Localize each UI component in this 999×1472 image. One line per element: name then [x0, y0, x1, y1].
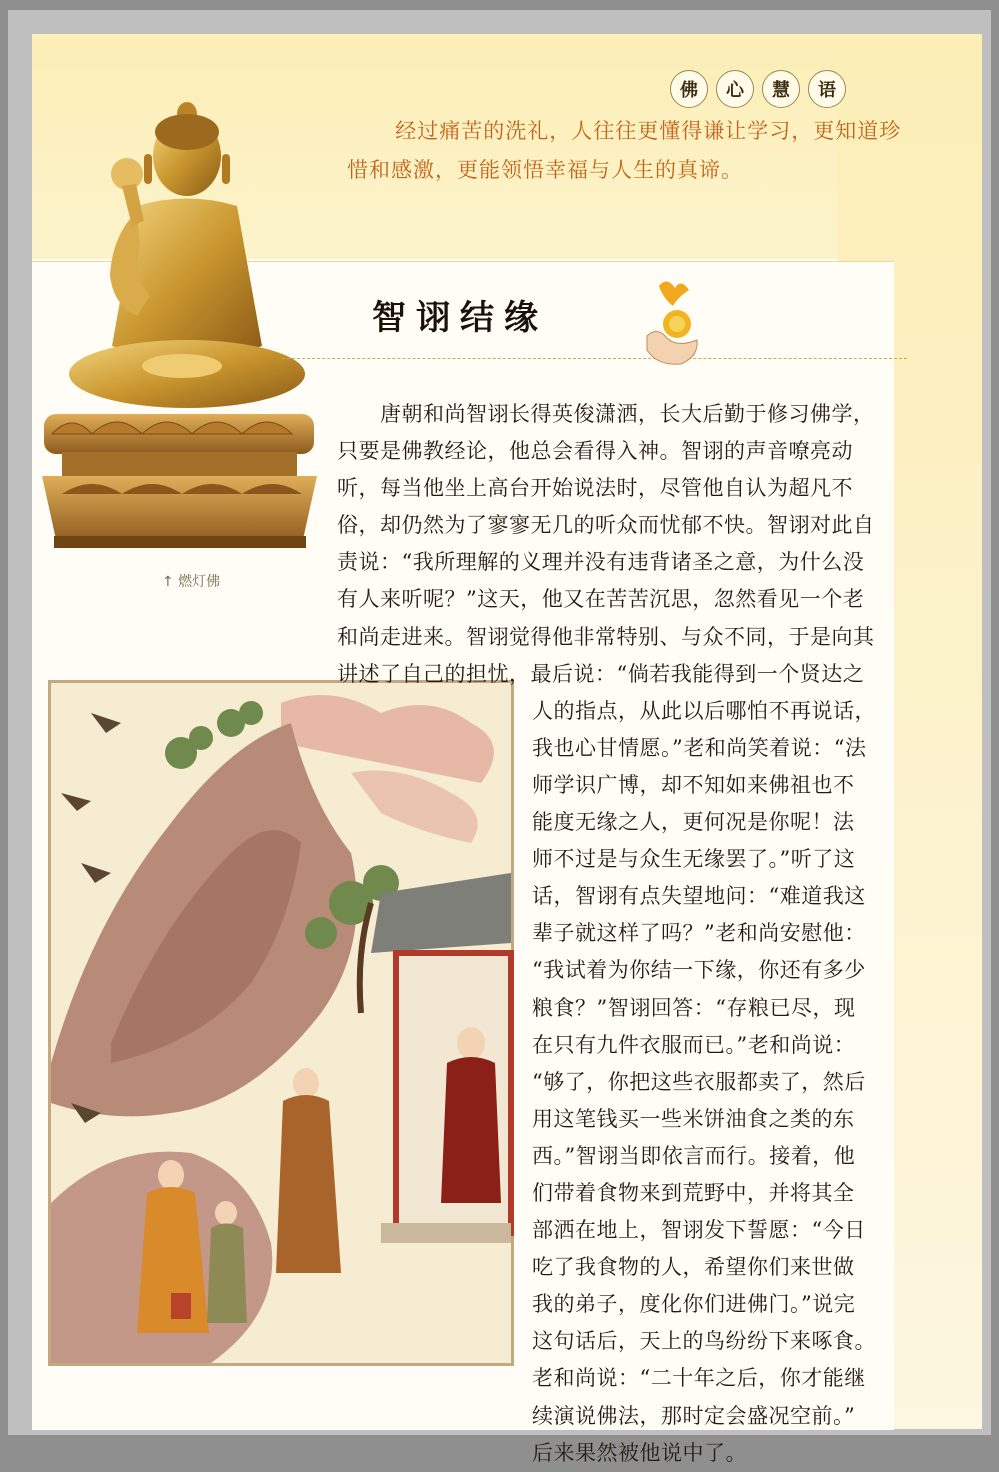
article-body	[337, 396, 897, 1472]
series-header	[670, 70, 846, 108]
body-line: 俗，却仍然为了寥寥无几的听众而忧郁不快。智诩对此自	[337, 513, 875, 538]
epigraph-quote: 经过痛苦的洗礼，人往往更懂得谦让学习，更知道珍惜和感激，更能领悟幸福与人生的真谛。	[347, 119, 902, 182]
body-line: 吃了我食物的人，希望你们来世做	[532, 1255, 855, 1280]
body-line: 我的弟子，度化你们进佛门。”说完	[532, 1292, 856, 1317]
page-frame	[8, 10, 991, 1465]
figure-caption: ↑ 燃灯佛	[162, 574, 221, 590]
body-line: 责说：“我所理解的义理并没有违背诸圣之意，为什么没	[337, 550, 865, 575]
body-line: 我也心甘情愿。”老和尚笑着说：“法	[532, 735, 867, 760]
article-title: 智诩结缘	[372, 298, 548, 338]
body-line: 在只有九件衣服而已。”老和尚说：	[532, 1032, 856, 1057]
lotus-hand-icon	[637, 276, 707, 368]
body-line: 老和尚说：“二十年之后，你才能继	[532, 1366, 866, 1391]
series-char: 慧	[762, 70, 800, 108]
series-char: 语	[808, 70, 846, 108]
buddha-statue-image	[32, 96, 332, 616]
body-line: “够了，你把这些衣服都卖了，然后	[532, 1069, 866, 1094]
body-line: 后来果然被他说中了。	[532, 1440, 747, 1465]
body-line: 人的指点，从此以后哪怕不再说话，	[532, 698, 876, 723]
body-line: 话，智诩有点失望地问：“难道我这	[532, 884, 866, 909]
body-line: 师不过是与众生无缘罢了。”听了这	[532, 847, 856, 872]
body-line: 这句话后，天上的鸟纷纷下来啄食。	[532, 1329, 876, 1354]
body-line: 只要是佛教经论，他总会看得入神。智诩的声音嘹亮动	[337, 439, 853, 464]
title-divider	[282, 358, 907, 359]
body-line: 师学识广博，却不知如来佛祖也不	[532, 772, 855, 797]
body-line: 辈子就这样了吗？”老和尚安慰他：	[532, 921, 866, 946]
series-char: 佛	[670, 70, 708, 108]
body-line: “我试着为你结一下缘，你还有多少	[532, 958, 866, 983]
body-line: 有人来听呢？”这天，他又在苦苦沉思，忽然看见一个老	[337, 587, 865, 612]
body-line: 们带着食物来到荒野中，并将其全	[532, 1180, 855, 1205]
book-page	[32, 34, 982, 1465]
body-line: 能度无缘之人，更何况是你呢！法	[532, 810, 855, 835]
body-line: 和尚走进来。智诩觉得他非常特别、与众不同，于是向其	[337, 624, 875, 649]
body-line: 听，每当他坐上高台开始说法时，尽管他自认为超凡不	[337, 476, 853, 501]
series-char: 心	[716, 70, 754, 108]
body-line: 西。”智诩当即依言而行。接着，他	[532, 1143, 856, 1168]
body-line: 讲述了自己的担忧，最后说：“倘若我能得到一个贤达之	[337, 661, 865, 686]
body-line: 续演说佛法，那时定会盛况空前。”	[532, 1403, 856, 1428]
body-line: 用这笔钱买一些米饼油食之类的东	[532, 1106, 855, 1131]
body-line: 粮食？”智诩回答：“存粮已尽，现	[532, 995, 856, 1020]
body-line: 部洒在地上，智诩发下誓愿：“今日	[532, 1218, 866, 1243]
body-line: 唐朝和尚智诩长得英俊潇洒，长大后勤于修习佛学，	[337, 402, 875, 426]
